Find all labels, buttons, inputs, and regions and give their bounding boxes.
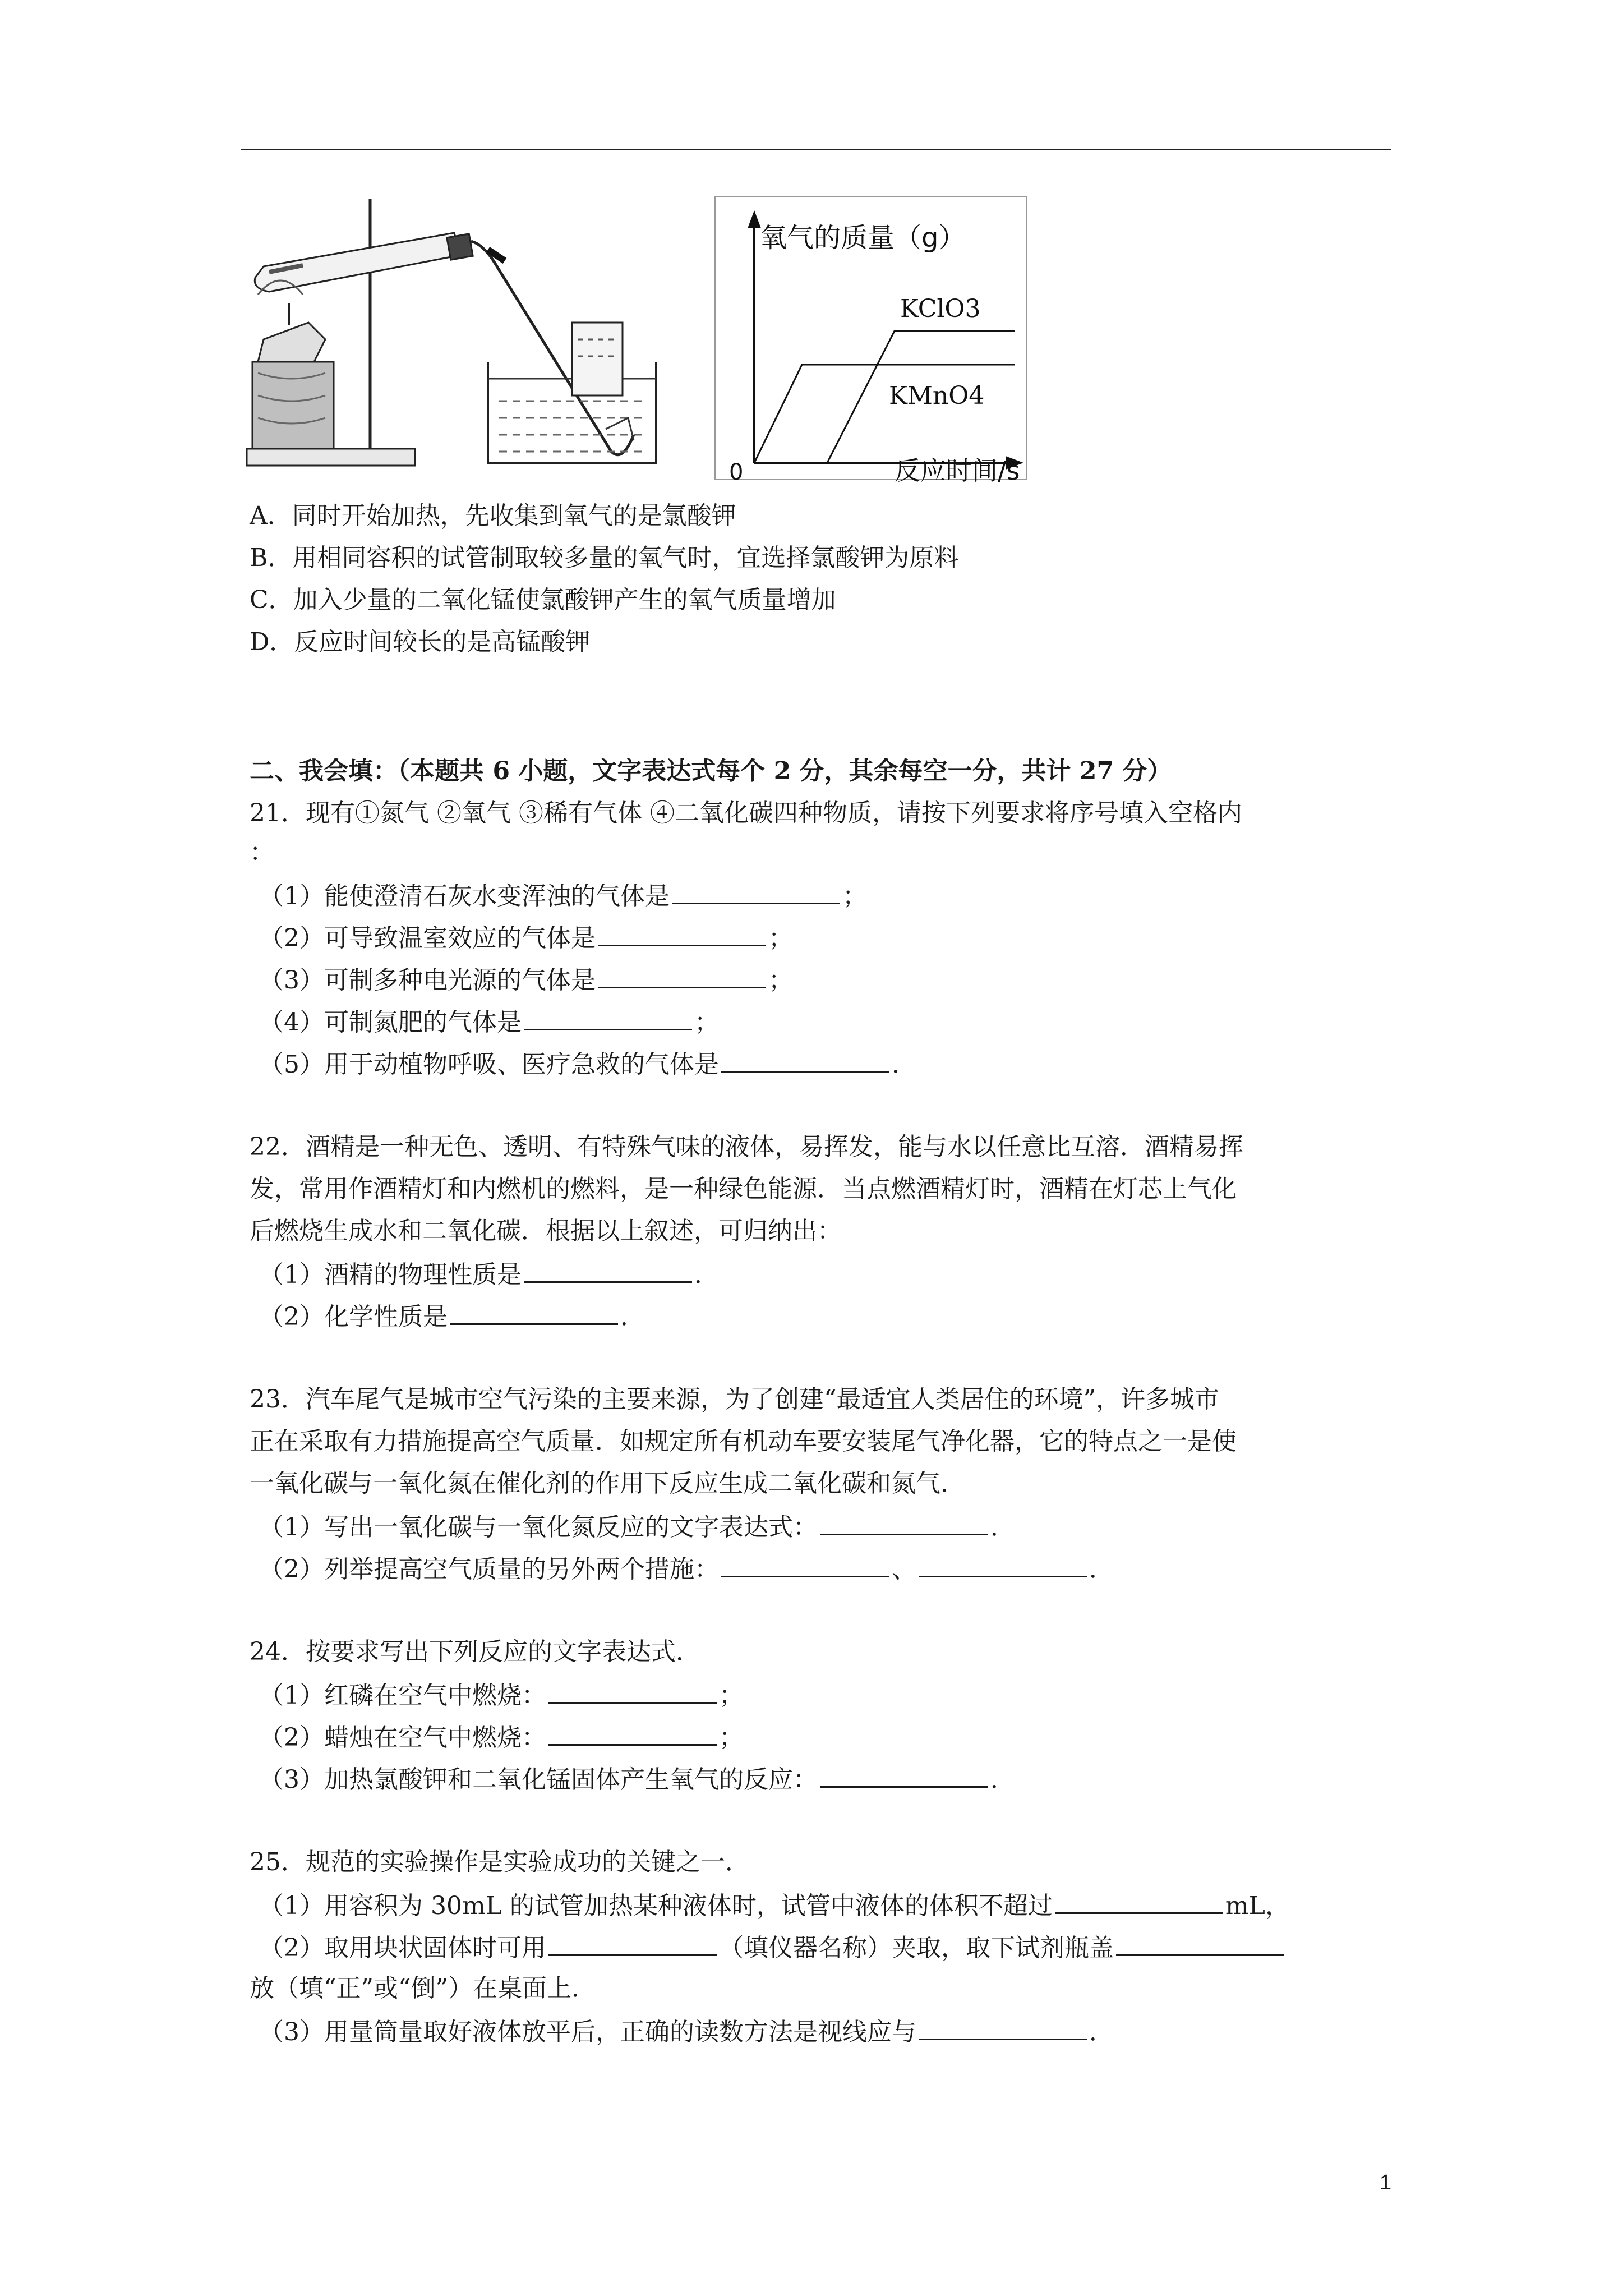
q22-item-2-text: （2）化学性质是 — [259, 1303, 448, 1331]
punct: ； — [842, 882, 867, 910]
option-a: A．同时开始加热，先收集到氧气的是氯酸钾 — [250, 501, 736, 530]
punct: ． — [620, 1303, 645, 1331]
q24-item-3-text: （3）加热氯酸钾和二氧化锰固体产生氧气的反应： — [259, 1765, 818, 1794]
q25-item-2-mid: （填仪器名称）夹取，取下试剂瓶盖 — [719, 1934, 1114, 1962]
q25-item-2-text: （2）取用块状固体时可用 — [259, 1934, 546, 1962]
page-number: 1 — [1380, 2171, 1392, 2194]
answer-blank[interactable] — [1116, 1930, 1284, 1956]
q25-item-3-text: （3）用量筒量取好液体放平后，正确的读数方法是视线应与 — [259, 2018, 916, 2046]
q21-item-3 — [259, 962, 793, 997]
q22-line-3: 后燃烧生成水和二氧化碳．根据以上叙述，可归纳出： — [250, 1217, 842, 1245]
punct: ． — [1089, 2018, 1114, 2046]
q22-item-1-text: （1）酒精的物理性质是 — [259, 1260, 522, 1289]
q25-item-2-cont: 放（填“正”或“倒”）在桌面上． — [250, 1974, 596, 2003]
origin-label: 0 — [729, 459, 744, 485]
q21-item-2 — [259, 920, 793, 955]
answer-blank[interactable] — [919, 1551, 1087, 1577]
q21-item-1-text: （1）能使澄清石灰水变浑浊的气体是 — [259, 882, 670, 910]
q25-stem: 25．规范的实验操作是实验成功的关键之一． — [250, 1848, 750, 1876]
q22-line-2: 发，常用作酒精灯和内燃机的燃料，是一种绿色能源．当点燃酒精灯时，酒精在灯芯上气化 — [250, 1175, 1237, 1203]
punct: ； — [719, 1681, 744, 1710]
answer-blank[interactable] — [919, 2014, 1087, 2040]
answer-blank[interactable] — [524, 1257, 692, 1283]
q21-item-1 — [259, 878, 867, 913]
punct: ． — [892, 1050, 916, 1079]
q24-item-2-text: （2）蜡烛在空气中燃烧： — [259, 1723, 546, 1752]
experiment-figure — [241, 194, 1032, 485]
q22-line-1: 22．酒精是一种无色、透明、有特殊气味的液体，易挥发，能与水以任意比互溶．酒精易挥 — [250, 1133, 1243, 1161]
punct: ； — [719, 1723, 744, 1752]
q25-item-1-text: （1）用容积为 30mL 的试管加热某种液体时，试管中液体的体积不超过 — [259, 1892, 1053, 1920]
punct: ； — [768, 966, 793, 995]
answer-blank[interactable] — [1055, 1888, 1223, 1914]
q24-stem: 24．按要求写出下列反应的文字表达式． — [250, 1637, 700, 1666]
option-b: B．用相同容积的试管制取较多量的氧气时，宜选择氯酸钾为原料 — [250, 544, 959, 572]
y-axis-arrow — [748, 210, 761, 228]
option-c: C．加入少量的二氧化锰使氯酸钾产生的氧气质量增加 — [250, 586, 836, 614]
answer-blank[interactable] — [524, 1004, 692, 1030]
q23-item-1-text: （1）写出一氧化碳与一氧化氮反应的文字表达式： — [259, 1513, 818, 1542]
answer-blank[interactable] — [598, 962, 766, 988]
q23-line-1: 23．汽车尾气是城市空气污染的主要来源，为了创建“最适宜人类居住的环境”，许多城市 — [250, 1385, 1219, 1414]
answer-blank[interactable] — [721, 1046, 889, 1073]
q21-stem: 21．现有①氮气 ②氧气 ③稀有气体 ④二氧化碳四种物质，请按下列要求将序号填入空格内 — [250, 799, 1242, 827]
answer-blank[interactable] — [820, 1509, 988, 1535]
answer-blank[interactable] — [672, 878, 840, 904]
q21-stem-cont: ： — [250, 838, 274, 867]
header-rule — [241, 149, 1391, 150]
punct: mL， — [1225, 1892, 1290, 1920]
q23-line-3: 一氧化碳与一氧化氮在催化剂的作用下反应生成二氧化碳和氮气． — [250, 1469, 965, 1498]
q22-item-1 — [259, 1257, 719, 1292]
punct: ； — [694, 1008, 719, 1037]
q24-item-1-text: （1）红磷在空气中燃烧： — [259, 1681, 546, 1710]
answer-blank[interactable] — [721, 1551, 889, 1577]
q23-item-1 — [259, 1509, 1015, 1544]
oxygen-mass-chart — [241, 194, 1032, 485]
q25-item-2 — [259, 1930, 1287, 1965]
q21-item-5-text: （5）用于动植物呼吸、医疗急救的气体是 — [259, 1050, 719, 1079]
punct: ． — [990, 1513, 1015, 1542]
punct: ； — [768, 924, 793, 953]
punct: ． — [990, 1765, 1015, 1794]
series-line-kmno4 — [754, 365, 1015, 463]
answer-blank[interactable] — [450, 1299, 618, 1325]
q24-item-2 — [259, 1719, 744, 1755]
q23-line-2: 正在采取有力措施提高空气质量．如规定所有机动车要安装尾气净化器，它的特点之一是使 — [250, 1427, 1237, 1456]
q23-item-2-text: （2）列举提高空气质量的另外两个措施： — [259, 1555, 719, 1584]
q21-item-4-text: （4）可制氮肥的气体是 — [259, 1008, 522, 1037]
q21-item-5 — [259, 1046, 916, 1082]
option-d: D．反应时间较长的是高锰酸钾 — [250, 628, 591, 656]
section-heading: 二、我会填：（本题共 6 小题，文字表达式每个 2 分，其余每空一分，共计 27 分） — [250, 757, 1172, 785]
answer-blank[interactable] — [548, 1930, 717, 1956]
series-label-kmno4: KMnO4 — [889, 381, 985, 410]
q24-item-3 — [259, 1761, 1015, 1797]
series-label-kclo3: KClO3 — [900, 295, 981, 323]
x-axis-label: 反应时间/s — [895, 455, 1020, 485]
q25-item-3 — [259, 2014, 1114, 2049]
q21-item-2-text: （2）可导致温室效应的气体是 — [259, 924, 596, 953]
answer-blank[interactable] — [598, 920, 766, 946]
q23-item-2 — [259, 1551, 1114, 1586]
y-axis-label: 氧气的质量（g） — [760, 222, 966, 254]
punct: ． — [1089, 1555, 1114, 1584]
q21-item-3-text: （3）可制多种电光源的气体是 — [259, 966, 596, 995]
punct: 、 — [892, 1555, 916, 1584]
answer-blank[interactable] — [548, 1719, 717, 1746]
answer-blank[interactable] — [548, 1677, 717, 1704]
q22-item-2 — [259, 1299, 645, 1334]
q25-item-1 — [259, 1888, 1290, 1923]
q21-item-4 — [259, 1004, 719, 1039]
punct: ． — [694, 1260, 719, 1289]
q24-item-1 — [259, 1677, 744, 1713]
answer-blank[interactable] — [820, 1761, 988, 1788]
